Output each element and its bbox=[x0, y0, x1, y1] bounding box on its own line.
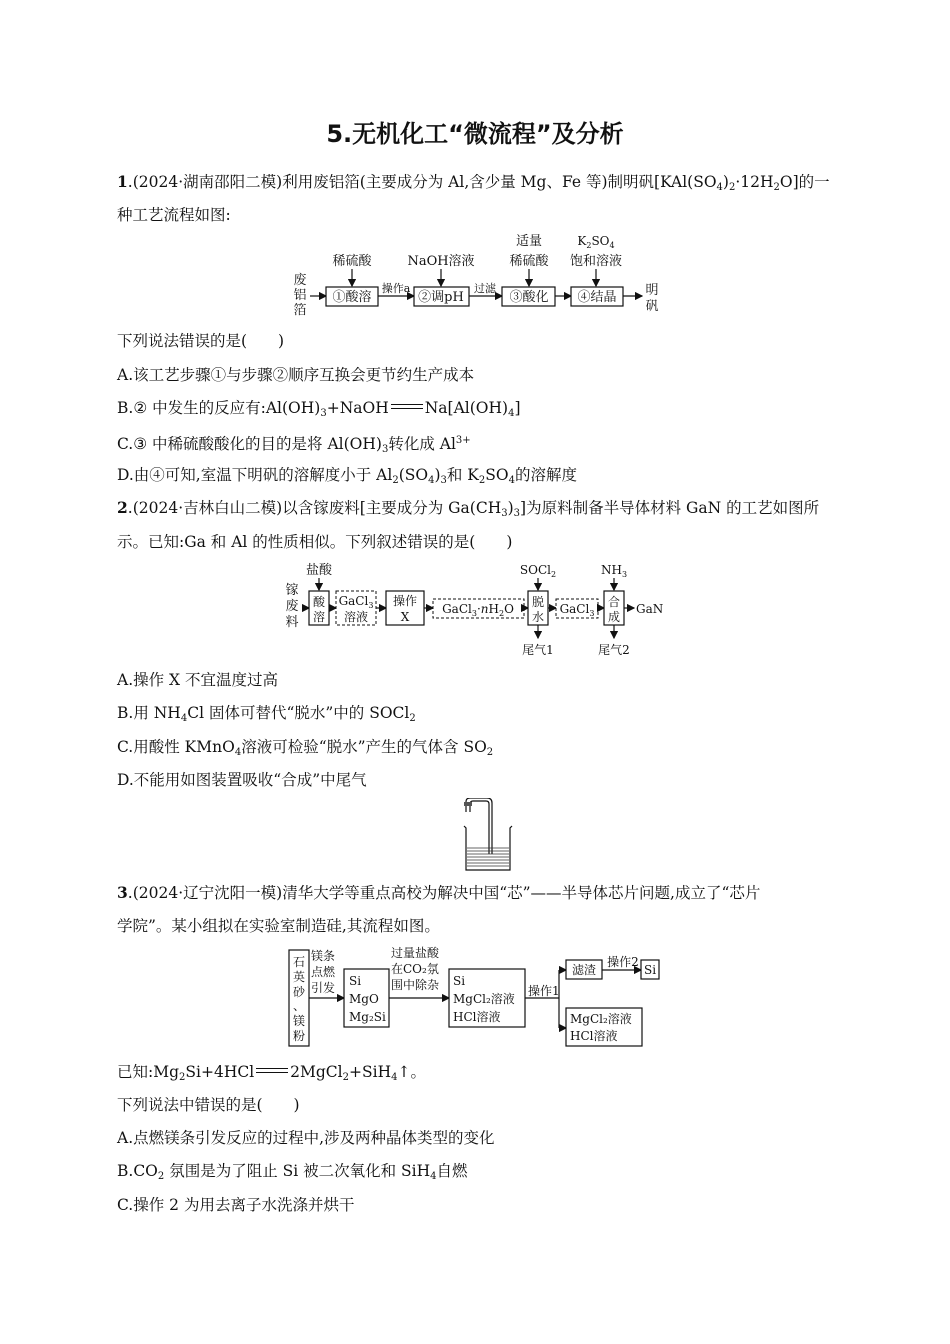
q3-box1-1: Si bbox=[349, 974, 362, 988]
q3-number: 3 bbox=[117, 883, 128, 902]
q1-step1: ①酸溶 bbox=[332, 290, 372, 305]
q2-step2-1: 脱 bbox=[531, 595, 545, 609]
q2-step1-2: 溶 bbox=[312, 610, 326, 624]
q1-number: 1 bbox=[117, 172, 128, 191]
q2-stem-line2: 示。已知:Ga 和 Al 的性质相似。下列叙述错误的是( ) bbox=[117, 533, 513, 551]
q3-box3-2: HCl溶液 bbox=[570, 1029, 618, 1043]
q1-start-3: 箔 bbox=[293, 303, 307, 318]
q2-option-a: A.操作 X 不宜温度过高 bbox=[117, 671, 279, 689]
q3-cond2-3: 围中除杂 bbox=[391, 978, 440, 992]
q2-reagent3: $NH_3$ bbox=[600, 563, 628, 579]
q1-flow-diagram bbox=[290, 232, 670, 320]
q1-step2: ②调pH bbox=[418, 290, 464, 305]
q1-stem-line2: 种工艺流程如图: bbox=[117, 206, 231, 224]
q2-option-c: C.用酸性 KMnO$_4$溶液可检验“脱水”产生的气体含 $SO_2$ bbox=[117, 738, 494, 758]
q1-reagent3-b: 稀硫酸 bbox=[509, 254, 549, 269]
q3-si: Si bbox=[643, 963, 657, 977]
gas-absorption-beaker bbox=[456, 798, 520, 874]
q2-opx-a: 操作 bbox=[392, 594, 418, 608]
q1-stem-sub: 2 bbox=[773, 182, 780, 193]
q3-box2-3: HCl溶液 bbox=[453, 1010, 501, 1024]
q3-start-1: 石 bbox=[292, 955, 306, 969]
q2-gas2: 尾气2 bbox=[598, 643, 630, 657]
q1-option-b: B.② 中发生的反应有$:Al(OH)_3+NaOH$ $Na[Al(OH)_4]$ bbox=[117, 399, 521, 419]
q2-start-1: 镓 bbox=[285, 583, 299, 598]
q3-option-c: C.操作 2 为用去离子水洗涤并烘干 bbox=[117, 1196, 355, 1214]
q3-box2-2: MgCl₂溶液 bbox=[453, 992, 515, 1006]
q2-mid2: $GaCl_3\cdot nH_2O$ bbox=[442, 602, 514, 618]
q3-flow-diagram bbox=[285, 944, 675, 1052]
equals-sign bbox=[254, 1067, 290, 1077]
q2-step1-1: 酸 bbox=[312, 595, 326, 609]
q1-reagent2: NaOH溶液 bbox=[407, 254, 475, 269]
q3-box2-1: Si bbox=[453, 974, 466, 988]
q2-mid1-b: 溶液 bbox=[343, 610, 369, 624]
q1-stem-text: O]的一 bbox=[779, 173, 830, 191]
q1-stem-text: .(2024·湖南邵阳二模)利用废铝箔(主要成分为 Al,含少量 Mg、Fe 等)制明矾[KAl(SO bbox=[127, 173, 717, 191]
q1-stem-text: ·12H bbox=[735, 173, 774, 191]
q3-op2: 操作2 bbox=[607, 955, 639, 969]
q3-stem-line1: 3.(2024·辽宁沈阳一模)清华大学等重点高校为解决中国“芯”——半导体芯片问题,成立了“芯片 bbox=[117, 883, 761, 902]
q2-step2-2: 水 bbox=[531, 610, 545, 624]
q2-product: GaN bbox=[636, 602, 664, 616]
q1-option-c: C.③ 中稀硫酸酸化的目的是将 $Al(OH)_3$转化成 $Al^{3+}$ bbox=[117, 435, 471, 455]
q1-reagent4-a: $K_2SO_4$ bbox=[577, 234, 615, 250]
q3-known: 已知$:Mg_2Si+4HCl$ 2MgCl$_2$+SiH$_4$↑。 bbox=[117, 1063, 426, 1083]
q1-option-a: A.该工艺步骤①与步骤②顺序互换会更节约生产成本 bbox=[117, 366, 475, 384]
q3-op1: 操作1 bbox=[528, 984, 560, 998]
q2-stem-line1: 2.(2024·吉林白山二模)以含镓废料[主要成分为 $Ga(CH_3)_3$]为原料制备半导体材料 GaN 的工艺如图所 bbox=[117, 498, 820, 519]
q2-reagent2: SOCl$_2$ bbox=[519, 563, 557, 579]
q3-box1-2: MgO bbox=[349, 992, 379, 1006]
q1-reagent3-a: 适量 bbox=[515, 234, 543, 249]
q2-option-d: D.不能用如图装置吸收“合成”中尾气 bbox=[117, 771, 367, 789]
q2-flow-diagram bbox=[280, 560, 680, 662]
q3-stem-line2: 学院”。某小组拟在实验室制造硅,其流程如图。 bbox=[117, 917, 440, 935]
q3-box1-3: Mg₂Si bbox=[349, 1010, 386, 1024]
q3-residue: 滤渣 bbox=[571, 963, 597, 977]
q2-start-2: 废 bbox=[285, 599, 299, 614]
q1-stem-text: ) bbox=[722, 173, 729, 191]
q2-reagent1: 盐酸 bbox=[305, 563, 333, 578]
q1-stem-line1 bbox=[117, 171, 837, 199]
q2-step3-1: 合 bbox=[607, 595, 621, 609]
q3-cond1-3: 引发 bbox=[311, 981, 336, 995]
q1-step3: ③酸化 bbox=[509, 290, 549, 305]
q2-start-3: 料 bbox=[285, 615, 299, 630]
q1-stem-sub: 2 bbox=[728, 182, 736, 193]
q3-cond1-2: 点燃 bbox=[311, 965, 336, 979]
q3-option-a: A.点燃镁条引发反应的过程中,涉及两种晶体类型的变化 bbox=[117, 1129, 495, 1147]
q3-box3-1: MgCl₂溶液 bbox=[570, 1012, 632, 1026]
q1-ask: 下列说法错误的是( ) bbox=[117, 332, 285, 350]
q2-gas1: 尾气1 bbox=[522, 643, 554, 657]
q1-product-2: 矾 bbox=[645, 299, 659, 314]
q3-ask: 下列说法中错误的是( ) bbox=[117, 1096, 300, 1114]
q3-start-5: 镁 bbox=[292, 1014, 306, 1028]
q1-stem-sub: 4 bbox=[716, 182, 723, 193]
q3-option-b: $B.CO_2$ 氛围是为了阻止 Si 被二次氧化和 SiH$_4$自燃 bbox=[117, 1162, 468, 1182]
q1-reagent4-b: 饱和溶液 bbox=[569, 254, 623, 269]
q2-mid1-a: GaCl$_3$ bbox=[338, 594, 374, 610]
q3-start-3: 砂 bbox=[292, 985, 306, 999]
q3-cond2-2: 在CO₂氛 bbox=[391, 962, 439, 976]
q2-number: 2 bbox=[117, 498, 128, 517]
q2-step3-2: 成 bbox=[607, 610, 621, 624]
q1-reagent1: 稀硫酸 bbox=[332, 254, 372, 269]
q3-cond2-1: 过量盐酸 bbox=[391, 946, 440, 960]
q1-start-2: 铝 bbox=[293, 288, 307, 303]
q3-start-2: 英 bbox=[292, 970, 306, 984]
q3-start-4: 、 bbox=[292, 999, 306, 1013]
q1-start-1: 废 bbox=[293, 273, 307, 288]
q2-opx-b: X bbox=[400, 610, 410, 624]
q3-start-6: 粉 bbox=[292, 1029, 306, 1043]
q3-cond1-1: 镁条 bbox=[311, 949, 336, 963]
q1-op-a: 操作a bbox=[381, 282, 411, 295]
q2-option-b: B.用 $NH_4Cl$ 固体可替代“脱水”中的 SOCl$_2$ bbox=[117, 704, 416, 724]
equals-sign bbox=[389, 403, 425, 413]
q1-step4: ④结晶 bbox=[577, 290, 617, 305]
q1-filter: 过滤 bbox=[474, 282, 496, 295]
q1-option-d: D.由④可知,室温下明矾的溶解度小于 $Al_2(SO_4)_3$和 $K_2SO_4$的溶解度 bbox=[117, 466, 577, 486]
q2-mid3: GaCl$_3$ bbox=[559, 602, 595, 618]
page-title: 5.无机化工“微流程”及分析 bbox=[326, 120, 624, 148]
q1-product-1: 明 bbox=[645, 283, 659, 298]
